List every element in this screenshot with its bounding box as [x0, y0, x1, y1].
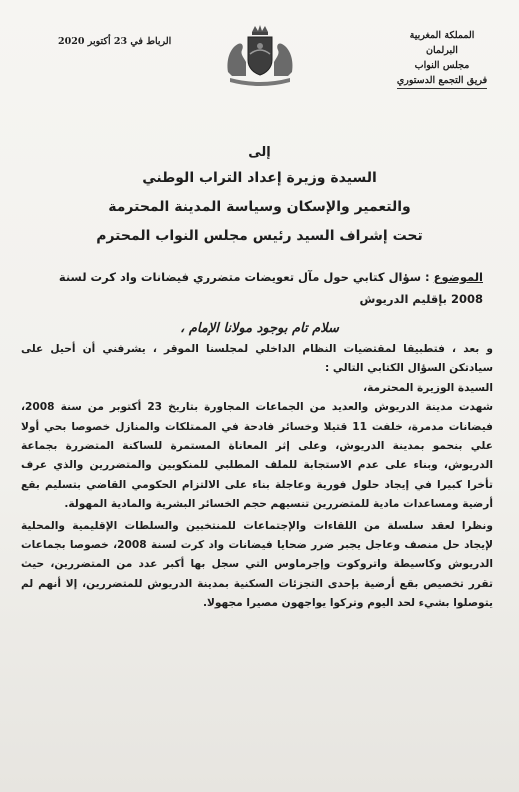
body-addressee: السيدة الوزيرة المحترمة، — [363, 381, 493, 394]
body-intro: و بعد ، فتطبيقا لمقتضيات النظام الداخلي لمجلسنا الموقر ، يشرفني أن أحيل على سيادتكن السؤال الكتابي التالي : — [21, 343, 493, 375]
subject-text: : سؤال كتابي حول مآل تعويضات متضرري فيضانات واد كرت لسنة 2008 بإقليم الدريوش — [58, 270, 483, 306]
address-line-2: والتعمير والإسكان وسياسة المدينة المحترمة — [108, 199, 411, 215]
sender-line-group: فريق التجمع الدستوري — [397, 73, 487, 89]
sender-line-kingdom: المملكة المغربية — [409, 30, 475, 41]
sender-header — [387, 28, 497, 89]
subject-line — [33, 266, 483, 310]
sender-line-parliament: البرلمان — [426, 45, 458, 56]
sender-line-chamber: مجلس النواب — [414, 60, 470, 71]
body-paragraph-2: ونظرا لعقد سلسلة من اللقاءات والإجتماعات للمنتخبين والسلطات الإقليمية والمحلية لإيجاد حل منصف وعاجل يجبر ضرر ضحايا فيضانات واد كرت لسنة 2008، خصوصا بجماعات الدريوش وكاسيطة واتروكوت وإجرماوس التي سجل بها أكبر عدد من المتضررين، حيث تقرر تخصيص بقع أرضية بإحدى التجزئات السكنية بمدينة الدريوش للمتضررين، إلا أنهم لم يتوصلوا بشيء لحد اليوم وتركوا يواجهون مصيرا مجهولا. — [21, 519, 493, 610]
address-to: إلى — [248, 145, 271, 160]
salutation: سلام تام بوجود مولانا الإمام ، — [180, 321, 339, 336]
address-line-1: السيدة وزيرة إعداد التراب الوطني — [142, 170, 377, 186]
address-line-3: تحت إشراف السيد رئيس مجلس النواب المحترم — [96, 228, 423, 244]
subject-label: الموضوع — [433, 270, 483, 284]
letter-body — [21, 340, 493, 614]
body-paragraph-1: شهدت مدينة الدريوش والعديد من الجماعات المجاورة بتاريخ 23 أكتوبر من سنة 2008، فيضانات مدمرة، خلفت 11 قتيلا وخسائر فادحة في الممتلكات والمنازل خصوصا بحي أولا علي بنحمو بمدينة الدريوش، وعلى إثر المعاناة المستمرة للساكنة المتضررة بجماعة الدريوش، وبناء على عدم الاستجابة للملف المطلبي للمنكوبين والمتضررين والذي عرف تأخرا كبيرا في إيجاد حلول فورية وعاجلة بناء على الالتزام الحكومي القاضي بتسليم بقع أرضية ومساعدات مادية للمتضررين تنسيهم حجم الخسائر البشرية والمادية المهولة. — [21, 401, 493, 511]
letter-date: الرباط في 23 أكتوبر 2020 — [58, 36, 172, 47]
royal-coat-of-arms-icon — [220, 24, 300, 86]
